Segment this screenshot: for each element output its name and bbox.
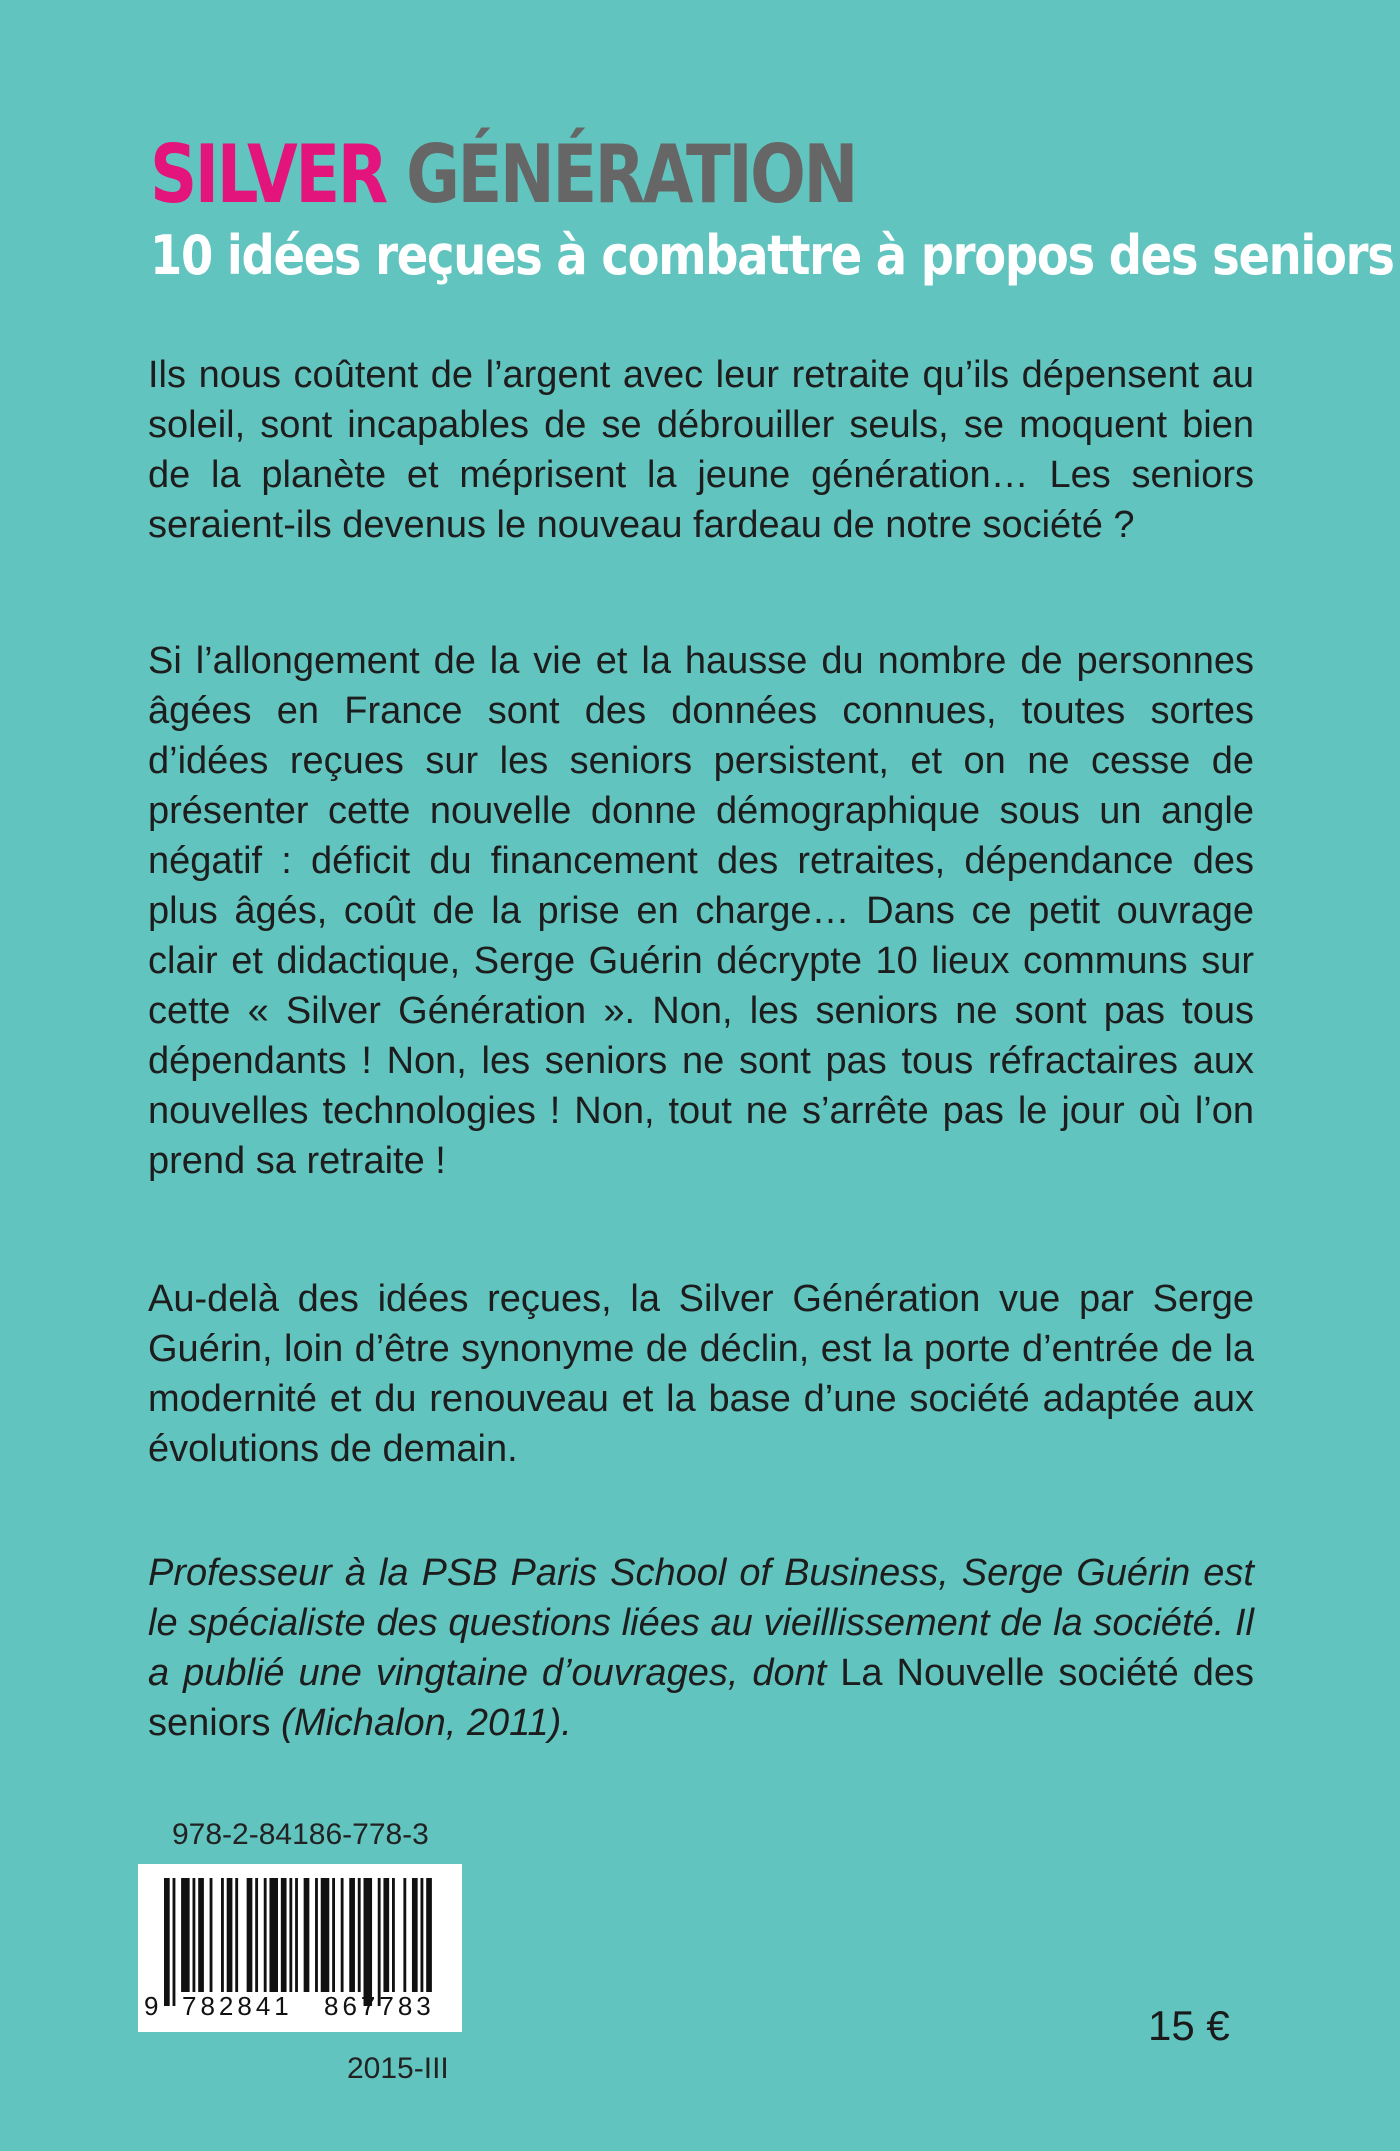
barcode-bar — [255, 1878, 258, 1992]
author-book-title: La Nouvelle société des seniors — [148, 1652, 1254, 1744]
barcode-bar — [264, 1878, 267, 1992]
book-title — [150, 130, 1093, 220]
barcode-digit-first: 9 — [144, 1991, 159, 2021]
barcode-bar — [164, 1878, 170, 2006]
barcode-bar — [247, 1878, 253, 1992]
barcode-bar — [304, 1878, 310, 1992]
barcode-bar — [364, 1878, 373, 2006]
barcode — [138, 1864, 462, 2032]
book-subtitle: 10 idées reçues à combattre à propos des seniors — [150, 224, 1394, 287]
author-book-publisher: (Michalon, 2011). — [270, 1702, 572, 1744]
barcode-bar — [315, 1878, 318, 1992]
barcode-digits-right: 867783 — [324, 1991, 435, 2021]
paragraph-intro-text: Ils nous coûtent de l’argent avec leur retraite qu’ils dépensent au soleil, sont incapables de se débrouiller seuls, se moquent bien de la planète et méprisent la jeune génération… Les seniors seraient-ils devenus le nouveau fardeau de notre société ? — [148, 354, 1254, 546]
paragraph-description — [148, 636, 1254, 1186]
author-bio-italic: Professeur à la PSB Paris School of Business, Serge Guérin est le spécialiste des questions liées au vieillissement de la société. Il a publié une vingtaine d’ouvrages, dont — [148, 1552, 1254, 1694]
author-bio-text — [148, 1548, 1254, 1748]
barcode-bar — [392, 1878, 395, 1992]
barcode-bar — [221, 1878, 224, 1992]
barcode-bar — [295, 1878, 298, 1992]
barcode-bar — [378, 1878, 381, 2006]
barcode-bar — [358, 1878, 361, 1992]
barcode-bar — [332, 1878, 335, 1992]
paragraph-conclusion — [148, 1274, 1254, 1474]
isbn-label: 978-2-84186-778-3 — [172, 1818, 429, 1851]
barcode-bar — [349, 1878, 355, 1992]
edition-code: 2015-III — [347, 2052, 449, 2085]
barcode-bar — [181, 1878, 190, 1992]
barcode-bar — [227, 1878, 233, 1992]
title-block — [150, 128, 1394, 288]
barcode-bar — [321, 1878, 330, 1992]
paragraph-conclusion-text: Au-delà des idées reçues, la Silver Génération vue par Serge Guérin, loin d’être synonyme de déclin, est la porte d’entrée de la modernité et du renouveau et la base d’une société adaptée aux évolutions de demain. — [148, 1278, 1254, 1470]
title-silver: SILVER — [150, 128, 386, 221]
paragraph-intro — [148, 350, 1254, 550]
paragraph-description-text: Si l’allongement de la vie et la hausse du nombre de personnes âgées en France sont des données connues, toutes sortes d’idées reçues sur les seniors persistent, et on ne cesse de présenter cette nouvelle donne démographique sous un angle négatif : déficit du financement des retraites, dépendance des plus âgés, coût de la prise en charge… Dans ce petit ouvrage clair et didactique, Serge Guérin décrypte 10 lieux communs sur cette « Silver Génération ». Non, les seniors ne sont pas tous dépendants ! Non, les seniors ne sont pas tous réfractaires aux nouvelles technologies ! Non, tout ne s’arrête pas le jour où l’on prend sa retraite ! — [148, 640, 1254, 1182]
barcode-bar — [198, 1878, 204, 1992]
barcode-bar — [426, 1878, 432, 1992]
barcode-bar — [341, 1878, 344, 1992]
barcode-bar — [421, 1878, 424, 1992]
barcode-bar — [235, 1878, 238, 1992]
barcode-bar — [173, 1878, 176, 2006]
barcode-bar — [412, 1878, 418, 1992]
price: 15 € — [1148, 2002, 1230, 2049]
barcode-bar — [383, 1878, 389, 1992]
title-generation: GÉNÉRATION — [406, 128, 856, 221]
barcode-bar — [281, 1878, 287, 1992]
barcode-bar — [210, 1878, 213, 1992]
author-bio — [148, 1548, 1254, 1748]
barcode-bar — [289, 1878, 292, 1992]
barcode-bar — [269, 1878, 278, 1992]
barcode-bar — [193, 1878, 196, 1992]
barcode-digits-left: 782841 — [182, 1991, 293, 2021]
barcode-bar — [403, 1878, 406, 1992]
